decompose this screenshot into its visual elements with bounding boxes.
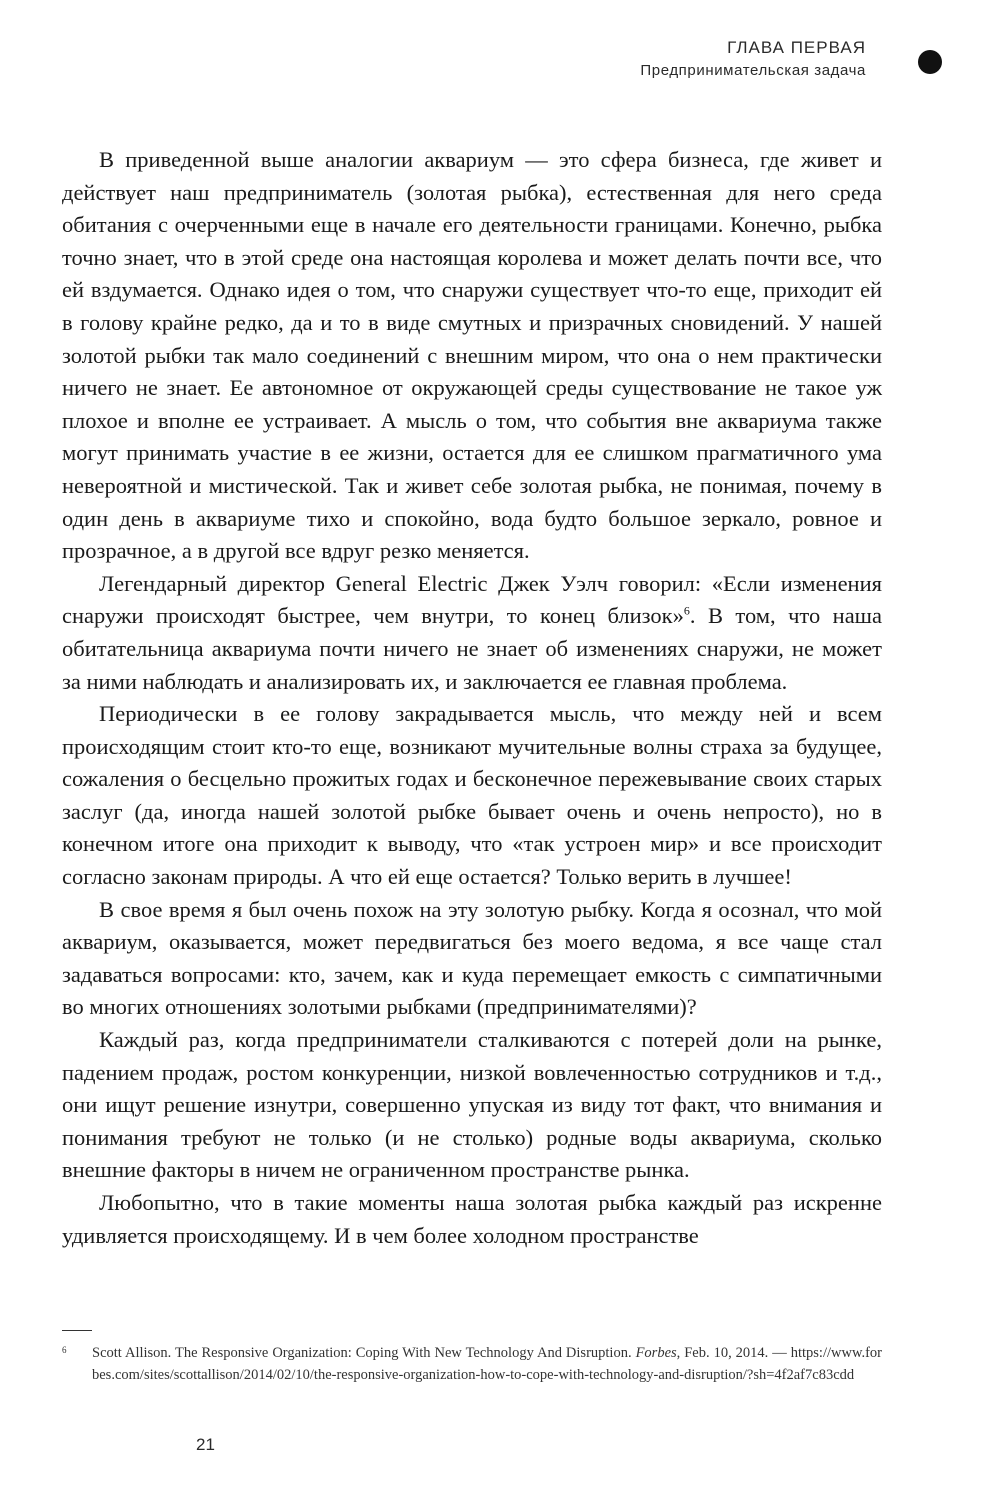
page-number: 21: [196, 1435, 215, 1454]
paragraph: [62, 568, 882, 698]
header-bullet-icon: [918, 50, 942, 74]
chapter-title: ГЛАВА ПЕРВАЯ: [727, 38, 866, 57]
footnote-divider: [62, 1330, 92, 1331]
paragraph-text: Легендарный директор General Electric Джек Уэлч говорил: «Если изменения снаружи происходят быстрее, чем внутри, то конец близок»: [62, 570, 882, 629]
chapter-subtitle: Предпринимательская задача: [640, 62, 866, 79]
paragraph: Периодически в ее голову закрадывается мысль, что между ней и всем происходящим стоит кто-то еще, возникают мучительные волны страха за будущее, сожаления о бесцельно прожитых годах и бесконечное пережевывание своих старых заслуг (да, иногда нашей золотой рыбке бывает очень и очень непросто), но в конечном итоге она приходит к выводу, что «так устроен мир» и все происходит согласно законам природы. А что ей еще остается? Только верить в лучшее!: [62, 701, 882, 890]
paragraph: В приведенной выше аналогии аквариум — это сфера бизнеса, где живет и действует наш предприниматель (золотая рыбка), естественная для него среда обитания с очерченными еще в начале его деятельности границами. Конечно, рыбка точно знает, что в этой среде она настоящая королева и может делать почти все, что ей вздумается. Однако идея о том, что снаружи существует что-то еще, приходит ей в голову крайне редко, да и то в виде смутных и призрачных сновидений. У нашей золотой рыбки так мало соединений с внешним миром, что она о нем практически ничего не знает. Ее автономное от окружающей среды существование не такое уж плохое и вполне ее устраивает. А мысль о том, что события вне аквариума также могут принимать участие в ее жизни, остается для ее слишком прагматичного ума невероятной и мистической. Так и живет себе золотая рыбка, не понимая, почему в один день в аквариуме тихо и спокойно, вода будто большое зеркало, ровное и прозрачное, а в другой все вдруг резко меняется.: [62, 147, 882, 564]
paragraph: Каждый раз, когда предприниматели сталкиваются с потерей доли на рынке, падением продаж, ростом конкуренции, низкой вовлеченностью сотрудников и т.д., они ищут решение изнутри, совершенно упуская из виду тот факт, что внимания и понимания требуют не только (и не столько) родные воды аквариума, сколько внешние факторы в ничем не ограниченном пространстве рынка.: [62, 1027, 882, 1183]
footnote-reference[interactable]: 6: [683, 603, 690, 618]
running-header: [640, 36, 866, 82]
paragraph: В свое время я был очень похож на эту золотую рыбку. Когда я осознал, что мой аквариум, оказывается, может передвигаться без моего ведома, я все чаще стал задаваться вопросами: кто, зачем, как и куда перемещает емкость с симпатичными во многих отношениях золотыми рыбками (предпринимателями)?: [62, 896, 882, 1020]
footnote-link[interactable]: , Feb. 10, 2014. — https://www.forbes.com/sites/scottallison/2014/02/10/the-responsive-organization-how-to-cope-with-technology-and-disruption/?sh=4f2af7c83cdd: [92, 1345, 883, 1383]
paragraph-text: . В том, что наша обитательница аквариума почти ничего не знает об изменениях снаружи, не может за ними наблюдать и анализировать их, и заключается ее главная проблема.: [62, 603, 882, 694]
footnote: [62, 1342, 882, 1386]
main-text: [62, 144, 882, 1252]
footnote-text: [92, 1342, 882, 1386]
footnote-citation: Scott Allison. The Responsive Organization: Coping With New Technology And Disruption.: [92, 1345, 636, 1361]
footnote-mark: 6: [62, 1345, 67, 1355]
paragraph: Любопытно, что в такие моменты наша золотая рыбка каждый раз искренне удивляется происходящему. И в чем более холодном пространстве: [62, 1190, 882, 1248]
footnote-source: Forbes: [635, 1345, 677, 1361]
